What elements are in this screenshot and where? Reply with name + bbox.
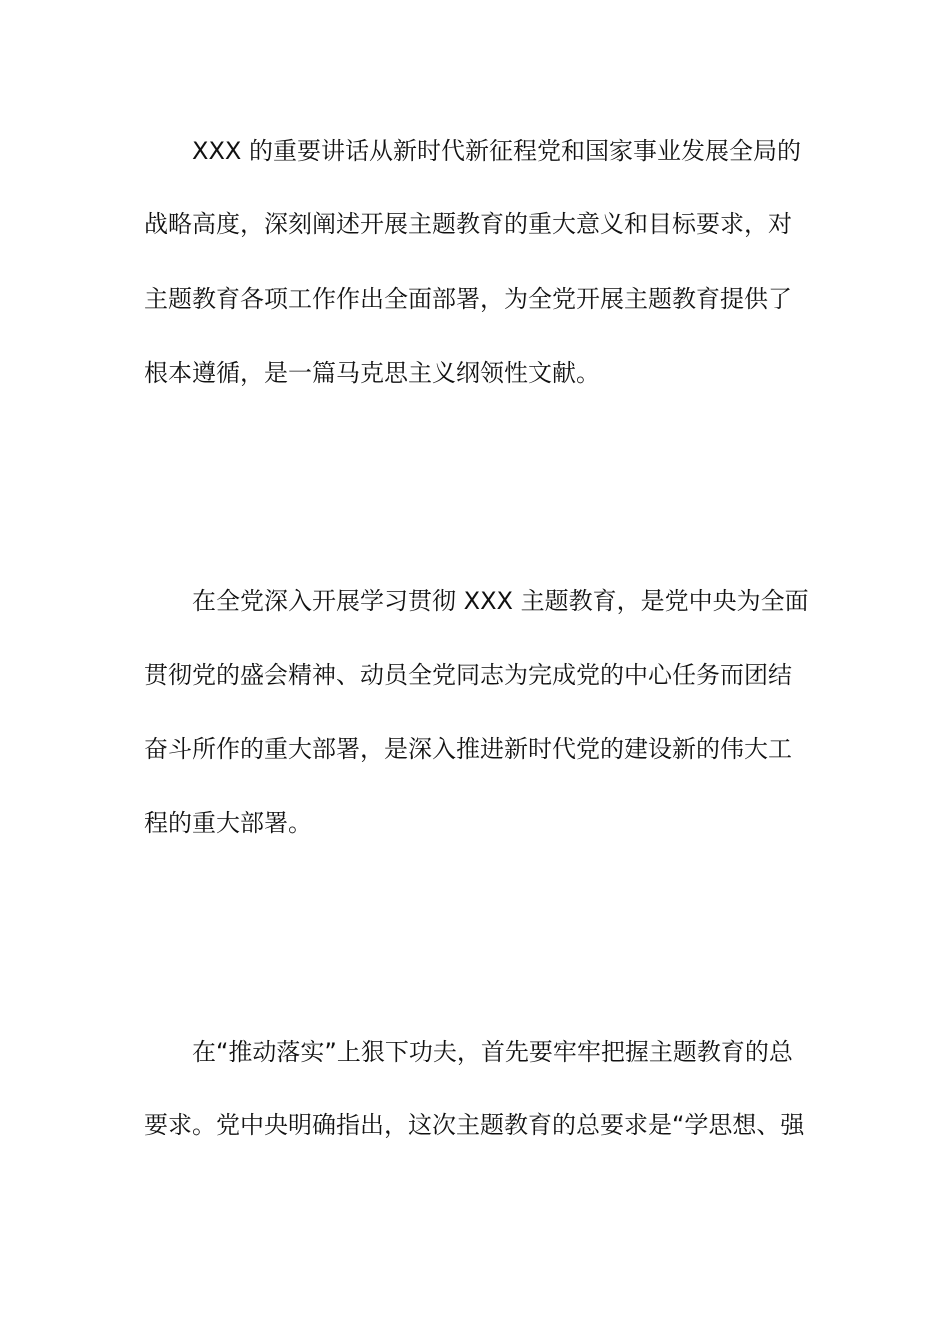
paragraph-line: 主题教育各项工作作出全面部署，为全党开展主题教育提供了 — [144, 285, 792, 313]
paragraph-line: 要求。党中央明确指出，这次主题教育的总要求是“学思想、强 — [144, 1111, 805, 1139]
paragraph-line: 奋斗所作的重大部署，是深入推进新时代党的建设新的伟大工 — [144, 735, 792, 763]
paragraph-line: 在全党深入开展学习贯彻 XXX 主题教育，是党中央为全面 — [192, 587, 809, 615]
paragraph-line: 贯彻党的盛会精神、动员全党同志为完成党的中心任务而团结 — [144, 661, 792, 689]
paragraph-line: 在“推动落实”上狠下功夫，首先要牢牢把握主题教育的总 — [192, 1038, 793, 1066]
paragraph-line: 程的重大部署。 — [144, 809, 312, 837]
paragraph-line: 战略高度，深刻阐述开展主题教育的重大意义和目标要求，对 — [144, 210, 792, 238]
paragraph-line: 根本遵循，是一篇马克思主义纲领性文献。 — [144, 359, 600, 387]
paragraph-line: XXX 的重要讲话从新时代新征程党和国家事业发展全局的 — [192, 137, 801, 165]
